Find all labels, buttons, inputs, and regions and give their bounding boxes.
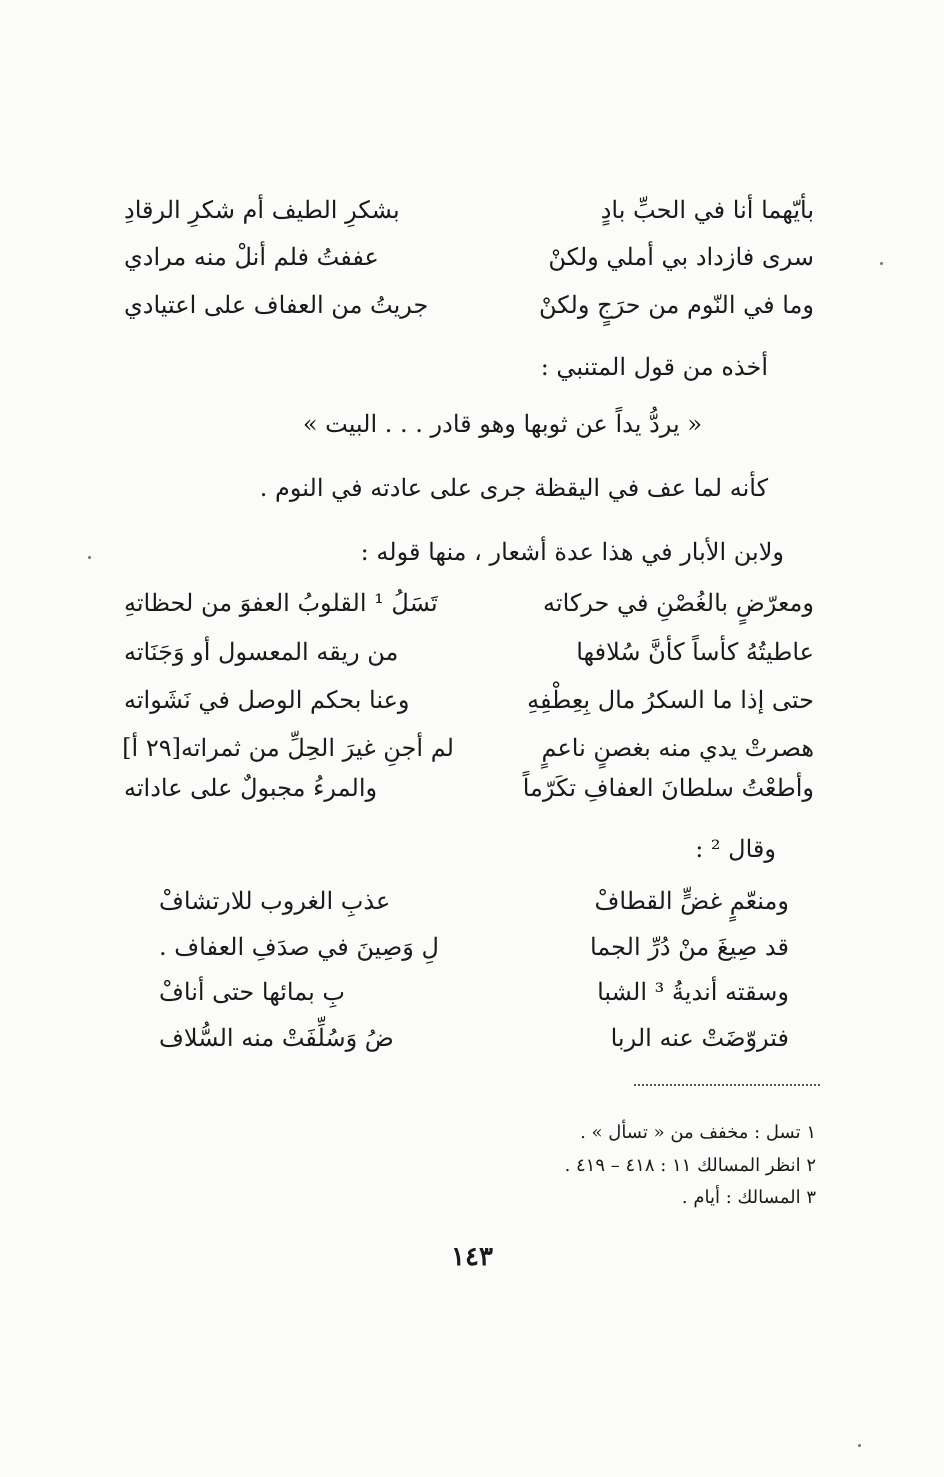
verse-second-hemistich: والمرءُ مجبولٌ على عاداته <box>124 774 378 802</box>
verse-second-hemistich: بِ بمائها حتى أنافْ <box>159 978 346 1006</box>
verse-line <box>124 198 814 222</box>
quoted-verse: « يردُّ يداً عن ثوبها وهو قادر . . . البيت » <box>302 410 702 438</box>
verse-line <box>124 245 814 269</box>
verse-first-hemistich: سرى فازداد بي أملي ولكنْ <box>548 243 814 271</box>
verse-first-hemistich: وأطعْتُ سلطانَ العفافِ تكَرّماً <box>522 774 814 802</box>
verse-second-hemistich: ضُ وَسُلِّفَتْ منه السُّلاف <box>159 1024 394 1052</box>
comment-line: كأنه لما عف في اليقظة جرى على عادته في النوم . <box>259 474 768 502</box>
scan-speck <box>880 262 883 265</box>
verse-line <box>159 889 789 913</box>
scan-speck <box>858 1444 861 1447</box>
verse-line <box>124 293 814 317</box>
verse-line <box>159 935 789 959</box>
footnote-divider <box>634 1084 820 1086</box>
verse-second-hemistich: لم أجنِ غيرَ الحِلِّ من ثمراته[٢٩ أ] <box>122 734 454 762</box>
verse-line <box>124 776 814 800</box>
verse-second-hemistich: عذبِ الغروب للارتشافْ <box>159 887 391 915</box>
intro-line: أخذه من قول المتنبي : <box>540 353 768 381</box>
verse-line <box>124 688 814 712</box>
page-number: ١٤٣ <box>451 1242 493 1272</box>
scan-speck <box>88 556 91 559</box>
verse-second-hemistich: بشكرِ الطيف أم شكرِ الرقادِ <box>124 196 400 224</box>
verse-first-hemistich: فتروّضَتْ عنه الربا <box>610 1024 789 1052</box>
verse-line <box>124 591 814 615</box>
verse-first-hemistich: هصرتْ يدي منه بغصنٍ ناعمٍ <box>541 734 814 762</box>
verse-first-hemistich: حتى إذا ما السكرُ مال بِعِطْفِهِ <box>527 686 814 714</box>
intro-line: ولابن الأبار في هذا عدة أشعار ، منها قوله : <box>360 538 784 566</box>
verse-first-hemistich: ومنعّمٍ غضٍّ القطافْ <box>594 887 789 915</box>
verse-line <box>124 736 814 760</box>
intro-line: وقال ² : <box>695 835 776 863</box>
footnote: ٣ المسالك : أيام . <box>681 1187 816 1208</box>
verse-second-hemistich: جريتُ من العفاف على اعتيادي <box>124 291 429 319</box>
verse-second-hemistich: لِ وَصِينَ في صدَفِ العفاف . <box>159 933 439 961</box>
verse-second-hemistich: تَسَلُ ¹ القلوبُ العفوَ من لحظاتهِ <box>124 589 438 617</box>
verse-first-hemistich: قد صِيغَ منْ دُرِّ الجما <box>589 933 789 961</box>
footnote: ٢ انظر المسالك ١١ : ٤١٨ – ٤١٩ . <box>564 1155 816 1176</box>
verse-second-hemistich: عففتُ فلم أنلْ منه مرادي <box>124 243 379 271</box>
footnote: ١ تسل : مخفف من « تسأل » . <box>580 1122 816 1143</box>
verse-line <box>159 1026 789 1050</box>
verse-first-hemistich: عاطيتُهُ كأساً كأنَّ سُلافها <box>576 638 814 666</box>
verse-line <box>124 640 814 664</box>
verse-first-hemistich: بأيّهما أنا في الحبِّ بادٍ <box>600 196 814 224</box>
verse-first-hemistich: وسقته أنديةُ ³ الشبا <box>597 978 789 1006</box>
verse-second-hemistich: وعنا بحكم الوصل في نَشَواته <box>124 686 410 714</box>
verse-line <box>159 980 789 1004</box>
verse-second-hemistich: من ريقه المعسول أو وَجَنَاته <box>124 638 399 666</box>
verse-first-hemistich: وما في النّوم من حرَجٍ ولكنْ <box>539 291 814 319</box>
verse-first-hemistich: ومعرّضٍ بالغُصْنِ في حركاته <box>543 589 814 617</box>
